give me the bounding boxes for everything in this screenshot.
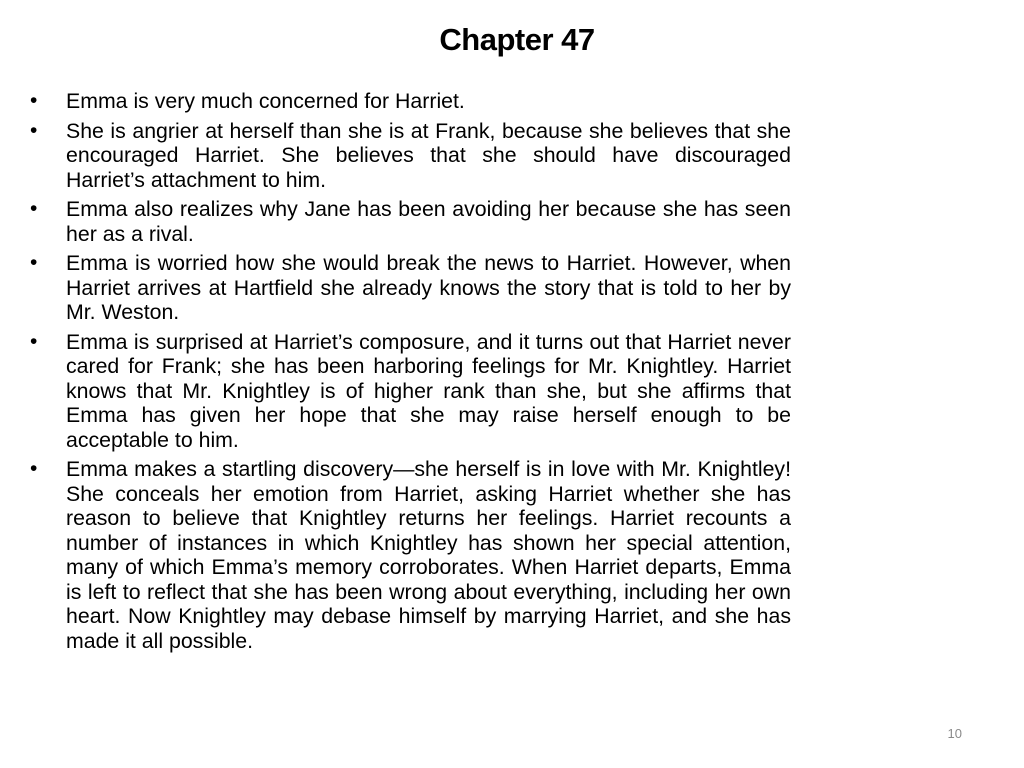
bullet-item bbox=[30, 89, 791, 114]
slide-title: Chapter 47 bbox=[439, 22, 595, 57]
bullet-text: Emma is surprised at Harriet’s composure, and it turns out that Harriet never cared for Frank; she has been harboring feelings for Mr. Knightley. Harriet knows that Mr. Knightley is of higher rank than she, but she affirms that Emma has given her hope that she may raise herself enough to be acceptable to him. bbox=[66, 329, 791, 452]
slide-number: 10 bbox=[947, 726, 962, 741]
bullet-list bbox=[30, 89, 791, 658]
bullet-icon: • bbox=[30, 89, 38, 112]
bullet-icon: • bbox=[30, 251, 38, 274]
bullet-text: Emma is very much concerned for Harriet. bbox=[66, 89, 465, 113]
bullet-text: Emma makes a startling discovery—she herself is in love with Mr. Knightley! She conceals her emotion from Harriet, asking Harriet whether she has reason to believe that Knightley returns her feelings. Harriet recounts a number of instances in which Knightley has shown her special attention, many of which Emma’s memory corroborates. When Harriet departs, Emma is left to reflect that she has been wrong about everything, including her own heart. Now Knightley may debase himself by marrying Harriet, and she has made it all possible. bbox=[66, 457, 791, 653]
bullet-item bbox=[30, 330, 791, 453]
bullet-item bbox=[30, 457, 791, 653]
bullet-item bbox=[30, 197, 791, 246]
bullet-item bbox=[30, 251, 791, 325]
bullet-icon: • bbox=[30, 118, 38, 142]
bullet-icon: • bbox=[30, 197, 38, 220]
bullet-icon: • bbox=[30, 457, 38, 480]
bullet-icon: • bbox=[30, 329, 38, 353]
bullet-text: Emma also realizes why Jane has been avoiding her because she has seen her as a rival. bbox=[66, 197, 791, 246]
bullet-text: She is angrier at herself than she is at Frank, because she believes that she encouraged Harriet. She believes that she should have discouraged Harriet’s attachment to him. bbox=[66, 118, 791, 192]
bullet-text: Emma is worried how she would break the news to Harriet. However, when Harriet arrives at Hartfield she already knows the story that is told to her by Mr. Weston. bbox=[66, 251, 791, 324]
bullet-item bbox=[30, 119, 791, 193]
